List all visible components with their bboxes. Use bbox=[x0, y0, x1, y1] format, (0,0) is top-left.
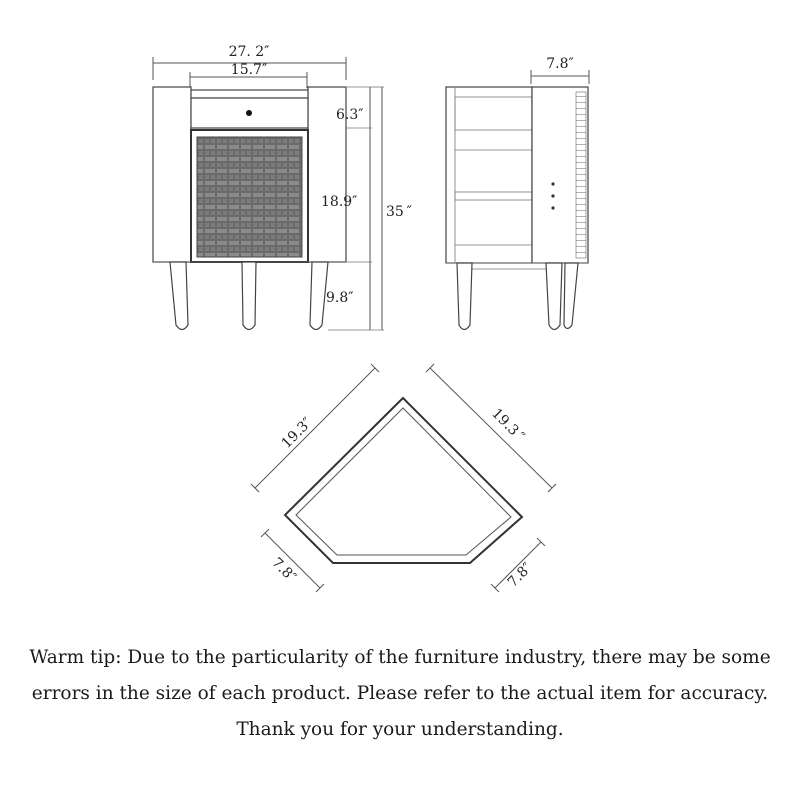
side-leg-left bbox=[457, 263, 472, 330]
label-leg-height: 9.8″ bbox=[326, 290, 354, 306]
label-total-width: 27. 2″ bbox=[228, 44, 270, 60]
side-leg-back bbox=[564, 263, 578, 329]
label-door-height: 18.9″ bbox=[321, 194, 358, 210]
side-back-panel bbox=[446, 87, 532, 263]
label-top-left-side: 19.3″ bbox=[278, 414, 316, 452]
dim-top-left-short bbox=[261, 529, 324, 592]
side-slats bbox=[576, 92, 586, 258]
label-inner-width: 15.7″ bbox=[230, 62, 268, 78]
side-view bbox=[446, 56, 589, 330]
dim-top-left-side bbox=[251, 364, 379, 492]
front-view bbox=[153, 44, 412, 330]
label-top-right-side: 19.3 ″ bbox=[488, 405, 528, 445]
dim-depth bbox=[531, 56, 589, 84]
top-panel bbox=[191, 90, 308, 98]
front-leg-middle bbox=[242, 262, 256, 330]
left-side-panel bbox=[153, 87, 191, 262]
dim-top-right-short bbox=[491, 538, 545, 592]
label-top-left-short: 7.8″ bbox=[268, 554, 300, 586]
label-depth: 7.8″ bbox=[546, 56, 574, 72]
front-leg-left bbox=[170, 262, 188, 330]
side-leg-right bbox=[546, 263, 562, 330]
top-view bbox=[251, 364, 556, 592]
warm-tip-note: Warm tip: Due to the particularity of the furniture industry, there may be some errors in the size of each product. Please refer to the actual item for accuracy. Thank you for your understanding. bbox=[29, 647, 771, 740]
dim-inner-width bbox=[190, 62, 307, 88]
label-top-right-short: 7.8″ bbox=[504, 559, 536, 591]
drawer-knob bbox=[246, 110, 252, 116]
woven-door bbox=[197, 137, 302, 257]
label-total-height: 35 ″ bbox=[386, 204, 412, 220]
dim-top-right-side bbox=[426, 364, 556, 492]
label-drawer-height: 6.3″ bbox=[336, 107, 364, 123]
top-outline-inner bbox=[296, 408, 511, 555]
